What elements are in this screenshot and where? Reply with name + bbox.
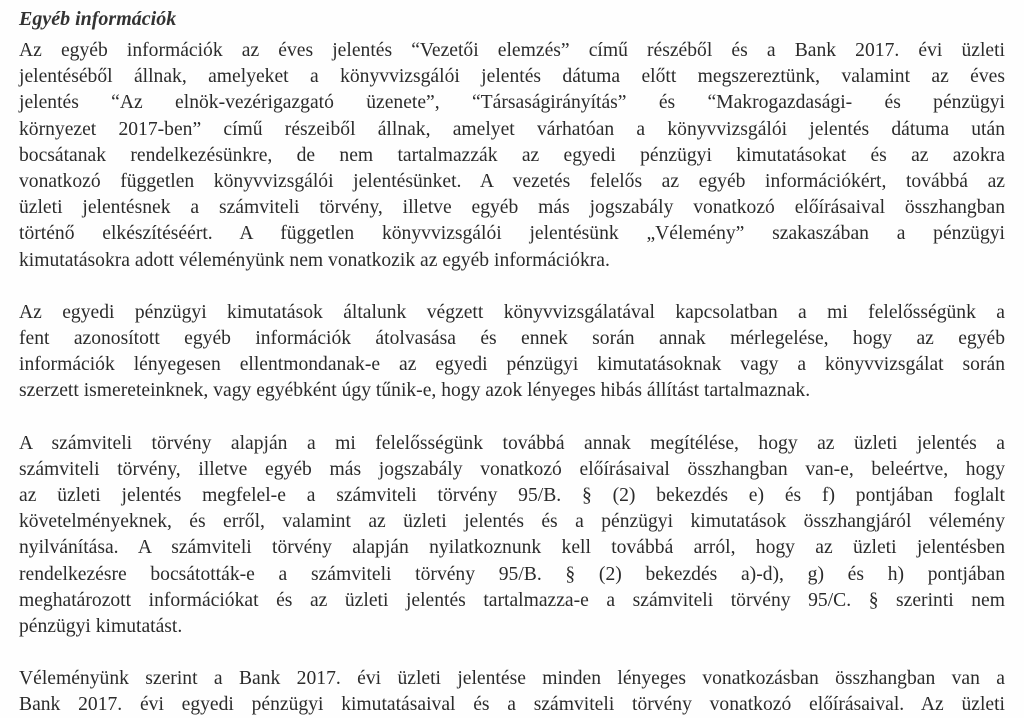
text-line: meghatározott információkat és az üzleti jelentés tartalmazza-e a számviteli törvény 95/C. § szerinti nem: [19, 589, 1005, 611]
paragraph-4: [19, 666, 1005, 718]
text-line: pénzügyi kimutatást.: [19, 616, 183, 638]
text-line: Az egyéb információk az éves jelentés “Vezetői elemzés” című részéből és a Bank 2017. évi üzleti: [19, 40, 1005, 61]
text-line: információk lényegesen ellentmondanak-e az egyedi pénzügyi kimutatásoknak vagy a könyvvizsgálat során: [19, 354, 1005, 376]
paragraph-spacer: [19, 274, 1005, 300]
text-line: fent azonosított egyéb információk átolvasása és ennek során annak mérlegelése, hogy az egyéb: [19, 328, 1005, 350]
text-line: Véleményünk szerint a Bank 2017. évi üzleti jelentése minden lényeges vonatkozásban összhangban van a: [19, 668, 1005, 690]
paragraph-1: [19, 38, 1005, 274]
text-line: rendelkezésre bocsátották-e a számviteli törvény 95/B. § (2) bekezdés a)-d), g) és h) pontjában: [19, 563, 1005, 585]
text-line: Bank 2017. évi egyedi pénzügyi kimutatásaival és a számviteli törvény vonatkozó előírásaival. Az üzleti: [19, 694, 1005, 716]
text-line: nyilvánítása. A számviteli törvény alapján nyilatkoznunk kell továbbá arról, hogy az üzleti jelentésben: [19, 537, 1005, 559]
text-line: vonatkozó független könyvvizsgálói jelentésünket. A vezetés felelős az egyéb információkért, továbbá az: [19, 171, 1005, 193]
text-line: jelentés “Az elnök-vezérigazgató üzenete”, “Társaságirányítás” és “Makrogazdasági- és pénzügyi: [19, 92, 1005, 114]
paragraph-spacer: [19, 640, 1005, 666]
text-line: követelményeknek, és erről, valamint az üzleti jelentés és a pénzügyi kimutatások összhangjáról vélemény: [19, 511, 1005, 533]
text-line: jelentéséből állnak, amelyeket a könyvvizsgálói jelentés dátuma előtt megszereztünk, valamint az éves: [19, 66, 1005, 88]
text-line: kimutatásokra adott véleményünk nem vonatkozik az egyéb információkra.: [19, 249, 610, 271]
text-line: környezet 2017-ben” című részeiből állnak, amelyet várhatóan a könyvvizsgálói jelentés dátuma után: [19, 118, 1005, 140]
text-line: üzleti jelentésnek a számviteli törvény, illetve egyéb más jogszabály vonatkozó előírásaival összhangban: [19, 197, 1005, 219]
text-line: az üzleti jelentés megfelel-e a számviteli törvény 95/B. § (2) bekezdés e) és f) pontjában foglalt: [19, 485, 1005, 507]
text-line: történő elkészítéséért. A független könyvvizsgálói jelentésünk „Vélemény” szakaszában a pénzügyi: [19, 223, 1005, 245]
paragraph-3: [19, 431, 1005, 641]
paragraph-2: [19, 300, 1005, 405]
text-line: szerzett ismereteinknek, vagy egyébként úgy tűnik-e, hogy azok lényeges hibás állítást tartalmaznak.: [19, 380, 811, 402]
text-line: Az egyedi pénzügyi kimutatások általunk végzett könyvvizsgálatával kapcsolatban a mi felelősségünk a: [19, 301, 1005, 323]
paragraph-spacer: [19, 405, 1005, 431]
text-line: számviteli törvény, illetve egyéb más jogszabály vonatkozó előírásaival összhangban van-e, beleértve, hogy: [19, 458, 1005, 480]
text-line: A számviteli törvény alapján a mi felelősségünk továbbá annak megítélése, hogy az üzleti jelentés a: [19, 432, 1005, 454]
text-line: bocsátanak rendelkezésünkre, de nem tartalmazzák az egyedi pénzügyi kimutatásokat és az azokra: [19, 144, 1005, 166]
section-heading: Egyéb információk: [19, 8, 177, 30]
document-body: [19, 6, 1005, 718]
